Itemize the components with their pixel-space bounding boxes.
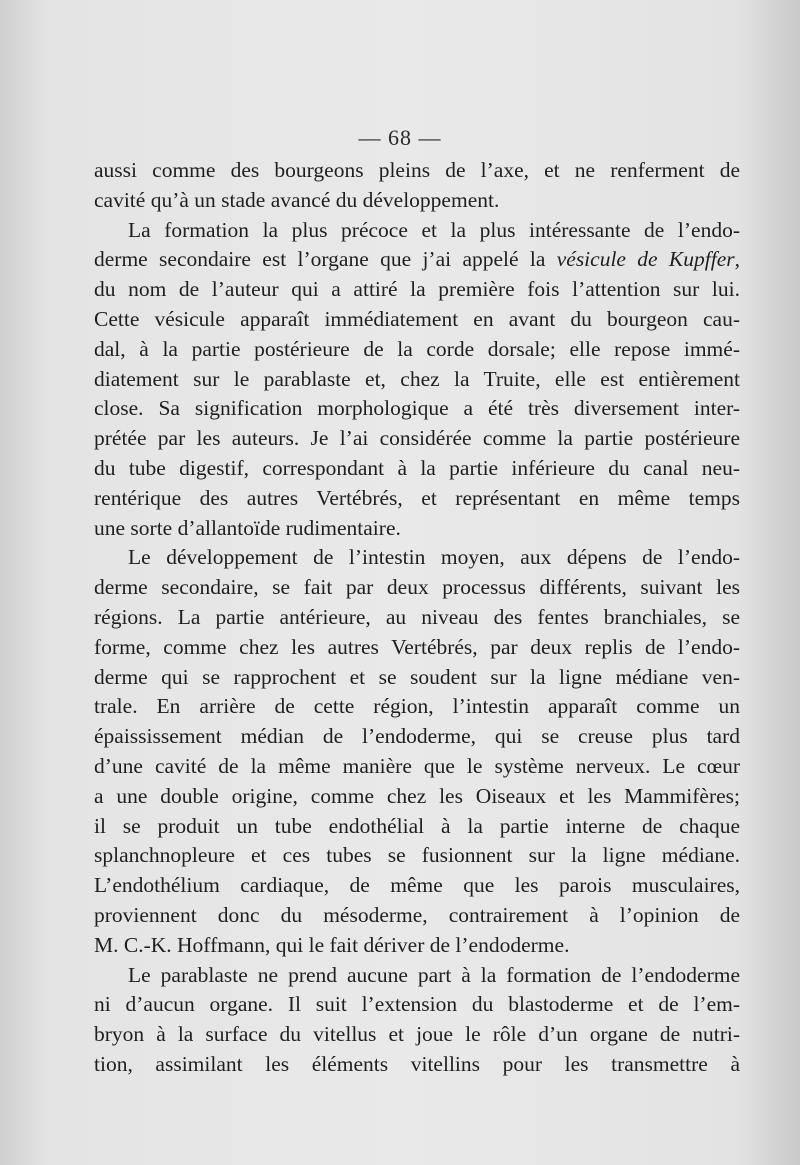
text-line: ni d’aucun organe. Il suit l’extension du blastoderme et de l’em- [94, 992, 740, 1017]
text-line: Le parablaste ne prend aucune part à la formation de l’endoderme [128, 962, 740, 987]
text-line: La formation la plus précoce et la plus intéressante de l’endo- [128, 217, 740, 242]
text-line: prétée par les auteurs. Je l’ai considérée comme la partie postérieure [94, 426, 740, 451]
text-segment: , [734, 247, 740, 272]
text-line: a une double origine, comme chez les Oiseaux et les Mammifères; [94, 783, 740, 808]
italic-term: vésicule de Kupffer [556, 247, 735, 272]
text-line: bryon à la surface du vitellus et joue le rôle d’un organe de nutri- [94, 1022, 740, 1047]
text-line: M. C.-K. Hoffmann, qui le fait dériver de l’endoderme. [94, 932, 570, 957]
text-line: trale. En arrière de cette région, l’intestin apparaît comme un [94, 694, 740, 719]
text-line: dal, à la partie postérieure de la corde dorsale; elle repose immé- [94, 336, 740, 361]
text-line: du tube digestif, correspondant à la partie inférieure du canal neu- [94, 455, 740, 480]
text-line: derme qui se rapprochent et se soudent sur la ligne médiane ven- [94, 664, 740, 689]
text-line: L’endothélium cardiaque, de même que les parois musculaires, [94, 873, 740, 898]
text-line: close. Sa signification morphologique a été très diversement inter- [94, 396, 740, 421]
text-line: tion, assimilant les éléments vitellins pour les transmettre à [94, 1051, 740, 1076]
text-line: rentérique des autres Vertébrés, et représentant en même temps [94, 485, 740, 510]
text-segment: derme secondaire est l’organe que j’ai appelé la [94, 247, 557, 272]
text-line: épaississement médian de l’endoderme, qui se creuse plus tard [94, 724, 740, 749]
text-line: diatement sur le parablaste et, chez la Truite, elle est entièrement [94, 366, 740, 391]
text-line: d’une cavité de la même manière que le système nerveux. Le cœur [94, 753, 740, 778]
text-line: aussi comme des bourgeons pleins de l’axe, et ne renferment de [94, 158, 740, 182]
text-line: du nom de l’auteur qui a attiré la première fois l’attention sur lui. [94, 277, 740, 302]
page-number: — 68 — [358, 125, 442, 150]
text-line: derme secondaire, se fait par deux processus différents, suivant les [94, 575, 740, 600]
text-line: forme, comme chez les autres Vertébrés, par deux replis de l’endo- [94, 634, 740, 659]
text-line: Cette vésicule apparaît immédiatement en avant du bourgeon cau- [94, 306, 740, 331]
text-line: une sorte d’allantoïde rudimentaire. [94, 515, 401, 540]
text-line [94, 245, 740, 275]
text-line: régions. La partie antérieure, au niveau des fentes branchiales, se [94, 604, 740, 629]
text-line: Le développement de l’intestin moyen, aux dépens de l’endo- [128, 545, 740, 570]
text-line: il se produit un tube endothélial à la partie interne de chaque [94, 813, 740, 838]
text-line: splanchnopleure et ces tubes se fusionnent sur la ligne médiane. [94, 843, 740, 868]
body-text [94, 156, 740, 1080]
text-line: proviennent donc du mésoderme, contrairement à l’opinion de [94, 902, 740, 927]
text-line: cavité qu’à un stade avancé du développement. [94, 187, 500, 212]
